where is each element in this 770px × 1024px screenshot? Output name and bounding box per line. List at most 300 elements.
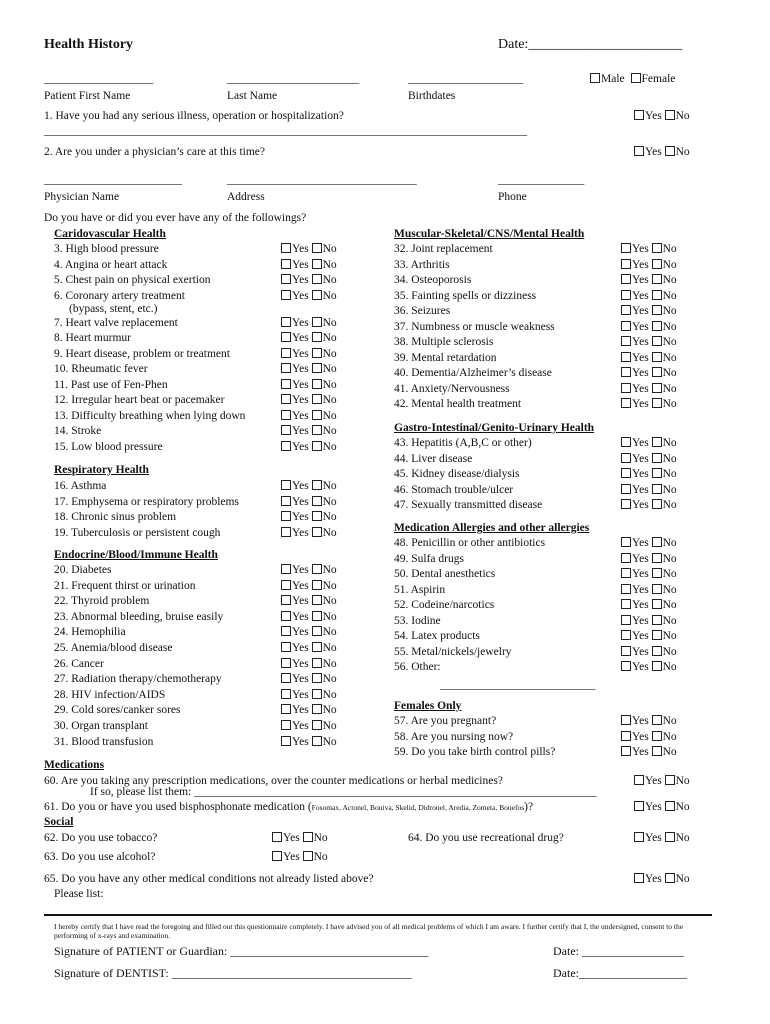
yes-checkbox[interactable] xyxy=(272,851,282,861)
no-checkbox[interactable] xyxy=(312,720,322,730)
yes-checkbox[interactable] xyxy=(621,305,631,315)
history-item: 50. Dental anesthetics xyxy=(394,568,496,580)
no-checkbox[interactable] xyxy=(312,580,322,590)
yes-label: Yes xyxy=(632,453,649,465)
yes-checkbox[interactable] xyxy=(281,243,291,253)
patient-date-field[interactable]: Date: _________________ xyxy=(553,944,684,958)
bisphosphonate-brands: Fosomax, Actonel, Boniva, Skelid, Didronel, Aredia, Zometa, Bonefos xyxy=(311,803,525,812)
yes-label: Yes xyxy=(645,146,662,158)
no-checkbox[interactable] xyxy=(652,243,662,253)
yes-checkbox[interactable] xyxy=(634,801,644,811)
physician-phone-field[interactable]: _______________ xyxy=(498,174,585,186)
yes-label: Yes xyxy=(645,801,662,813)
yes-checkbox[interactable] xyxy=(281,673,291,683)
yes-checkbox[interactable] xyxy=(621,615,631,625)
no-checkbox[interactable] xyxy=(312,527,322,537)
history-item: 18. Chronic sinus problem xyxy=(54,511,177,523)
yes-label: Yes xyxy=(292,689,309,701)
yes-checkbox[interactable] xyxy=(634,832,644,842)
yes-checkbox[interactable] xyxy=(281,480,291,490)
q1-text: 1. Have you had any serious illness, operation or hospitalization? xyxy=(44,110,344,122)
yes-checkbox[interactable] xyxy=(621,568,631,578)
physician-address-field[interactable]: _________________________________ xyxy=(227,174,417,186)
history-item: 24. Hemophilia xyxy=(54,626,126,638)
dentist-signature-field[interactable]: Signature of DENTIST: ________________________________________ xyxy=(54,966,412,980)
yes-checkbox[interactable] xyxy=(281,394,291,404)
yes-checkbox[interactable] xyxy=(281,332,291,342)
yes-label: Yes xyxy=(292,259,309,271)
no-label: No xyxy=(662,383,677,395)
no-checkbox[interactable] xyxy=(652,646,662,656)
yes-checkbox[interactable] xyxy=(281,410,291,420)
yes-checkbox[interactable] xyxy=(621,599,631,609)
male-checkbox[interactable] xyxy=(590,73,600,83)
no-label: No xyxy=(662,746,677,758)
no-checkbox[interactable] xyxy=(312,736,322,746)
other-allergy-line[interactable]: ___________________________ xyxy=(440,679,596,691)
history-item: 33. Arthritis xyxy=(394,259,450,271)
history-item-yes-no xyxy=(281,317,337,329)
section-heading-musculoskeletal: Muscular-Skeletal/CNS/Mental Health xyxy=(394,228,585,240)
q62-text: 62. Do you use tobacco? xyxy=(44,832,158,844)
history-item-yes-no xyxy=(281,394,337,406)
no-checkbox[interactable] xyxy=(312,704,322,714)
no-checkbox[interactable] xyxy=(652,661,662,671)
no-checkbox[interactable] xyxy=(652,715,662,725)
history-item-yes-no xyxy=(621,352,677,364)
yes-checkbox[interactable] xyxy=(281,274,291,284)
no-checkbox[interactable] xyxy=(312,441,322,451)
history-item: 34. Osteoporosis xyxy=(394,274,472,286)
no-checkbox[interactable] xyxy=(652,537,662,547)
no-label: No xyxy=(662,568,677,580)
no-checkbox[interactable] xyxy=(312,425,322,435)
history-item-yes-no xyxy=(281,243,337,255)
section-heading-social: Social xyxy=(44,816,74,828)
no-checkbox[interactable] xyxy=(312,332,322,342)
no-checkbox[interactable] xyxy=(652,290,662,300)
history-item: 43. Hepatitis (A,B,C or other) xyxy=(394,437,532,449)
history-item-yes-no xyxy=(281,626,337,638)
no-label: No xyxy=(322,243,337,255)
history-item-yes-no xyxy=(621,661,677,673)
q61-yes-no xyxy=(634,801,690,813)
no-label: No xyxy=(662,661,677,673)
yes-label: Yes xyxy=(292,642,309,654)
history-item-yes-no xyxy=(621,646,677,658)
yes-checkbox[interactable] xyxy=(621,537,631,547)
no-label: No xyxy=(322,379,337,391)
yes-checkbox[interactable] xyxy=(621,499,631,509)
yes-checkbox[interactable] xyxy=(281,527,291,537)
no-label: No xyxy=(675,775,690,787)
yes-checkbox[interactable] xyxy=(281,611,291,621)
history-item: 38. Multiple sclerosis xyxy=(394,336,494,348)
physician-name-field[interactable]: ________________________ xyxy=(44,174,182,186)
no-label: No xyxy=(675,110,690,122)
no-label: No xyxy=(313,832,328,844)
first-name-field[interactable]: ___________________ xyxy=(44,73,154,85)
yes-checkbox[interactable] xyxy=(281,496,291,506)
yes-checkbox[interactable] xyxy=(634,775,644,785)
no-checkbox[interactable] xyxy=(652,584,662,594)
history-item: 3. High blood pressure xyxy=(54,243,159,255)
history-item-yes-no xyxy=(621,537,677,549)
yes-label: Yes xyxy=(632,537,649,549)
yes-checkbox[interactable] xyxy=(621,453,631,463)
section-heading-gastro: Gastro-Intestinal/Genito-Urinary Health xyxy=(394,422,595,434)
no-label: No xyxy=(322,720,337,732)
history-item-yes-no xyxy=(621,568,677,580)
yes-checkbox[interactable] xyxy=(621,468,631,478)
no-checkbox[interactable] xyxy=(312,394,322,404)
history-item-yes-no xyxy=(621,274,677,286)
history-item: 21. Frequent thirst or urination xyxy=(54,580,196,592)
history-item: 28. HIV infection/AIDS xyxy=(54,689,166,701)
history-item-yes-no xyxy=(621,630,677,642)
no-checkbox[interactable] xyxy=(665,775,675,785)
no-checkbox[interactable] xyxy=(652,437,662,447)
no-checkbox[interactable] xyxy=(312,673,322,683)
no-checkbox[interactable] xyxy=(652,731,662,741)
no-checkbox[interactable] xyxy=(652,746,662,756)
yes-checkbox[interactable] xyxy=(634,110,644,120)
yes-checkbox[interactable] xyxy=(281,580,291,590)
history-item: 46. Stomach trouble/ulcer xyxy=(394,484,514,496)
yes-checkbox[interactable] xyxy=(272,832,282,842)
yes-label: Yes xyxy=(632,584,649,596)
yes-label: Yes xyxy=(292,611,309,623)
no-label: No xyxy=(675,832,690,844)
yes-checkbox[interactable] xyxy=(621,746,631,756)
yes-checkbox[interactable] xyxy=(281,595,291,605)
no-checkbox[interactable] xyxy=(652,553,662,563)
yes-checkbox[interactable] xyxy=(281,642,291,652)
no-label: No xyxy=(662,484,677,496)
yes-label: Yes xyxy=(632,630,649,642)
history-item-yes-no xyxy=(621,484,677,496)
no-checkbox[interactable] xyxy=(652,453,662,463)
yes-checkbox[interactable] xyxy=(621,398,631,408)
no-label: No xyxy=(322,580,337,592)
yes-label: Yes xyxy=(632,553,649,565)
no-checkbox[interactable] xyxy=(652,367,662,377)
no-checkbox[interactable] xyxy=(652,568,662,578)
yes-label: Yes xyxy=(292,511,309,523)
no-checkbox[interactable] xyxy=(303,832,313,842)
history-item: 44. Liver disease xyxy=(394,453,473,465)
no-checkbox[interactable] xyxy=(312,626,322,636)
history-item: 57. Are you pregnant? xyxy=(394,715,497,727)
history-item-yes-no xyxy=(621,259,677,271)
no-checkbox[interactable] xyxy=(652,274,662,284)
no-checkbox[interactable] xyxy=(665,801,675,811)
yes-checkbox[interactable] xyxy=(281,363,291,373)
no-label: No xyxy=(322,259,337,271)
no-checkbox[interactable] xyxy=(652,615,662,625)
no-label: No xyxy=(322,673,337,685)
history-item-yes-no xyxy=(281,480,337,492)
yes-checkbox[interactable] xyxy=(281,259,291,269)
yes-checkbox[interactable] xyxy=(621,731,631,741)
yes-checkbox[interactable] xyxy=(281,441,291,451)
history-item: 31. Blood transfusion xyxy=(54,736,154,748)
yes-checkbox[interactable] xyxy=(634,873,644,883)
patient-signature-field[interactable]: Signature of PATIENT or Guardian: _________________________________ xyxy=(54,944,429,958)
yes-checkbox[interactable] xyxy=(281,736,291,746)
no-label: No xyxy=(322,410,337,422)
no-label: No xyxy=(662,646,677,658)
no-checkbox[interactable] xyxy=(652,599,662,609)
yes-checkbox[interactable] xyxy=(281,626,291,636)
yes-label: Yes xyxy=(292,332,309,344)
history-item: 35. Fainting spells or dizziness xyxy=(394,290,537,302)
no-checkbox[interactable] xyxy=(312,511,322,521)
history-item: 26. Cancer xyxy=(54,658,104,670)
no-checkbox[interactable] xyxy=(652,398,662,408)
no-checkbox[interactable] xyxy=(312,496,322,506)
no-checkbox[interactable] xyxy=(312,290,322,300)
yes-label: Yes xyxy=(632,290,649,302)
no-label: No xyxy=(322,642,337,654)
yes-checkbox[interactable] xyxy=(281,511,291,521)
no-label: No xyxy=(662,499,677,511)
no-label: No xyxy=(662,715,677,727)
q64-yes-no xyxy=(634,832,690,844)
q1-answer-line[interactable]: ____________________________________________________________________________________ xyxy=(44,125,527,137)
yes-label: Yes xyxy=(632,646,649,658)
yes-label: Yes xyxy=(632,243,649,255)
no-checkbox[interactable] xyxy=(652,484,662,494)
q1-yes-no xyxy=(634,110,690,122)
history-item: 37. Numbness or muscle weakness xyxy=(394,321,555,333)
no-checkbox[interactable] xyxy=(312,259,322,269)
yes-checkbox[interactable] xyxy=(621,484,631,494)
no-label: No xyxy=(322,363,337,375)
no-checkbox[interactable] xyxy=(312,595,322,605)
no-label: No xyxy=(662,615,677,627)
history-item: 52. Codeine/narcotics xyxy=(394,599,495,611)
history-item: 19. Tuberculosis or persistent cough xyxy=(54,527,221,539)
yes-checkbox[interactable] xyxy=(281,564,291,574)
yes-checkbox[interactable] xyxy=(621,259,631,269)
no-checkbox[interactable] xyxy=(312,642,322,652)
no-label: No xyxy=(322,704,337,716)
no-checkbox[interactable] xyxy=(652,383,662,393)
yes-label: Yes xyxy=(292,379,309,391)
no-checkbox[interactable] xyxy=(652,259,662,269)
yes-checkbox[interactable] xyxy=(281,290,291,300)
yes-checkbox[interactable] xyxy=(621,553,631,563)
history-item: 9. Heart disease, problem or treatment xyxy=(54,348,230,360)
history-intro: Do you have or did you ever have any of the followings? xyxy=(44,212,307,224)
physician-address-label: Address xyxy=(227,191,265,203)
no-checkbox[interactable] xyxy=(652,352,662,362)
form-title: Health History xyxy=(44,37,134,52)
no-checkbox[interactable] xyxy=(665,110,675,120)
yes-label: Yes xyxy=(645,832,662,844)
first-name-label: Patient First Name xyxy=(44,90,131,102)
yes-checkbox[interactable] xyxy=(621,630,631,640)
no-checkbox[interactable] xyxy=(312,317,322,327)
no-label: No xyxy=(662,274,677,286)
history-item-yes-no xyxy=(621,336,677,348)
history-item-yes-no xyxy=(281,673,337,685)
no-label: No xyxy=(662,352,677,364)
no-checkbox[interactable] xyxy=(652,468,662,478)
q2-yes-no xyxy=(634,146,690,158)
no-checkbox[interactable] xyxy=(312,348,322,358)
history-item: 22. Thyroid problem xyxy=(54,595,150,607)
history-item: 45. Kidney disease/dialysis xyxy=(394,468,520,480)
history-item: 53. Iodine xyxy=(394,615,441,627)
no-label: No xyxy=(322,317,337,329)
history-item-yes-no xyxy=(621,243,677,255)
history-item-yes-no xyxy=(281,511,337,523)
yes-checkbox[interactable] xyxy=(621,584,631,594)
yes-checkbox[interactable] xyxy=(281,425,291,435)
yes-checkbox[interactable] xyxy=(621,383,631,393)
no-label: No xyxy=(322,511,337,523)
yes-label: Yes xyxy=(292,496,309,508)
q63-text: 63. Do you use alcohol? xyxy=(44,851,156,863)
history-item: 20. Diabetes xyxy=(54,564,112,576)
history-item: 49. Sulfa drugs xyxy=(394,553,464,565)
yes-checkbox[interactable] xyxy=(621,661,631,671)
history-item: 48. Penicillin or other antibiotics xyxy=(394,537,546,549)
q2-text: 2. Are you under a physician’s care at this time? xyxy=(44,146,265,158)
yes-label: Yes xyxy=(632,599,649,611)
history-item: 41. Anxiety/Nervousness xyxy=(394,383,510,395)
no-checkbox[interactable] xyxy=(312,379,322,389)
q60-list-line[interactable]: If so, please list them: ______________________________________________________________________ xyxy=(90,786,597,798)
no-checkbox[interactable] xyxy=(652,630,662,640)
history-item-yes-no xyxy=(621,367,677,379)
no-label: No xyxy=(313,851,328,863)
yes-label: Yes xyxy=(292,626,309,638)
no-checkbox[interactable] xyxy=(312,689,322,699)
history-item-yes-no xyxy=(621,321,677,333)
no-checkbox[interactable] xyxy=(665,832,675,842)
yes-label: Yes xyxy=(632,305,649,317)
yes-checkbox[interactable] xyxy=(281,348,291,358)
q60-yes-no xyxy=(634,775,690,787)
yes-checkbox[interactable] xyxy=(634,146,644,156)
no-label: No xyxy=(322,441,337,453)
yes-label: Yes xyxy=(292,348,309,360)
no-checkbox[interactable] xyxy=(312,564,322,574)
no-label: No xyxy=(675,873,690,885)
no-checkbox[interactable] xyxy=(652,305,662,315)
yes-label: Yes xyxy=(632,661,649,673)
no-checkbox[interactable] xyxy=(312,410,322,420)
yes-checkbox[interactable] xyxy=(621,646,631,656)
yes-checkbox[interactable] xyxy=(621,367,631,377)
birthdate-field[interactable]: ____________________ xyxy=(408,73,523,85)
no-checkbox[interactable] xyxy=(652,336,662,346)
no-checkbox[interactable] xyxy=(303,851,313,861)
no-label: No xyxy=(662,630,677,642)
gender-options: Male Female xyxy=(590,73,675,85)
no-label: No xyxy=(675,801,690,813)
yes-checkbox[interactable] xyxy=(621,336,631,346)
no-label: No xyxy=(322,348,337,360)
no-checkbox[interactable] xyxy=(312,658,322,668)
please-list-label: Please list: xyxy=(54,888,104,900)
history-item-yes-no xyxy=(281,363,337,375)
history-item-yes-no xyxy=(621,290,677,302)
history-item: 51. Aspirin xyxy=(394,584,446,596)
history-item-yes-no xyxy=(281,736,337,748)
no-checkbox[interactable] xyxy=(312,274,322,284)
no-checkbox[interactable] xyxy=(312,611,322,621)
yes-label: Yes xyxy=(292,274,309,286)
no-label: No xyxy=(322,689,337,701)
history-item-yes-no xyxy=(281,564,337,576)
yes-checkbox[interactable] xyxy=(621,321,631,331)
history-item: 27. Radiation therapy/chemotherapy xyxy=(54,673,222,685)
no-checkbox[interactable] xyxy=(312,243,322,253)
yes-checkbox[interactable] xyxy=(281,379,291,389)
yes-checkbox[interactable] xyxy=(281,689,291,699)
no-label: No xyxy=(322,626,337,638)
yes-checkbox[interactable] xyxy=(621,243,631,253)
history-item: 36. Seizures xyxy=(394,305,451,317)
yes-checkbox[interactable] xyxy=(281,720,291,730)
history-item-yes-no xyxy=(281,379,337,391)
yes-label: Yes xyxy=(292,736,309,748)
yes-checkbox[interactable] xyxy=(621,715,631,725)
no-checkbox[interactable] xyxy=(665,146,675,156)
last-name-field[interactable]: _______________________ xyxy=(227,73,360,85)
history-item-yes-no xyxy=(621,615,677,627)
yes-label: Yes xyxy=(632,336,649,348)
q65-text: 65. Do you have any other medical conditions not already listed above? xyxy=(44,873,374,885)
no-label: No xyxy=(662,468,677,480)
yes-label: Yes xyxy=(292,363,309,375)
female-checkbox[interactable] xyxy=(631,73,641,83)
yes-checkbox[interactable] xyxy=(281,658,291,668)
yes-checkbox[interactable] xyxy=(621,437,631,447)
yes-checkbox[interactable] xyxy=(281,317,291,327)
history-item: 54. Latex products xyxy=(394,630,480,642)
history-item-yes-no xyxy=(281,348,337,360)
no-checkbox[interactable] xyxy=(312,363,322,373)
no-checkbox[interactable] xyxy=(652,499,662,509)
dentist-date-field[interactable]: Date:__________________ xyxy=(553,966,687,980)
yes-checkbox[interactable] xyxy=(621,274,631,284)
yes-label: Yes xyxy=(292,480,309,492)
history-item-yes-no xyxy=(621,499,677,511)
yes-label: Yes xyxy=(632,484,649,496)
no-checkbox[interactable] xyxy=(312,480,322,490)
yes-label: Yes xyxy=(645,775,662,787)
date-field[interactable]: Date:______________________ xyxy=(498,37,683,52)
yes-label: Yes xyxy=(292,673,309,685)
certification-text: I hereby certify that I have read the foregoing and filled out this questionnaire completely. I have advised you of all medical problems of which I am aware. I further certify that I, the undersigned, consent to the performing of x-rays and examination. xyxy=(54,922,684,940)
history-item-yes-no xyxy=(281,704,337,716)
yes-label: Yes xyxy=(292,704,309,716)
yes-checkbox[interactable] xyxy=(281,704,291,714)
no-checkbox[interactable] xyxy=(665,873,675,883)
history-item: 17. Emphysema or respiratory problems xyxy=(54,496,239,508)
no-checkbox[interactable] xyxy=(652,321,662,331)
history-item: 11. Past use of Fen-Phen xyxy=(54,379,168,391)
yes-checkbox[interactable] xyxy=(621,290,631,300)
yes-label: Yes xyxy=(645,873,662,885)
yes-checkbox[interactable] xyxy=(621,352,631,362)
q64-text: 64. Do you use recreational drug? xyxy=(408,832,564,844)
